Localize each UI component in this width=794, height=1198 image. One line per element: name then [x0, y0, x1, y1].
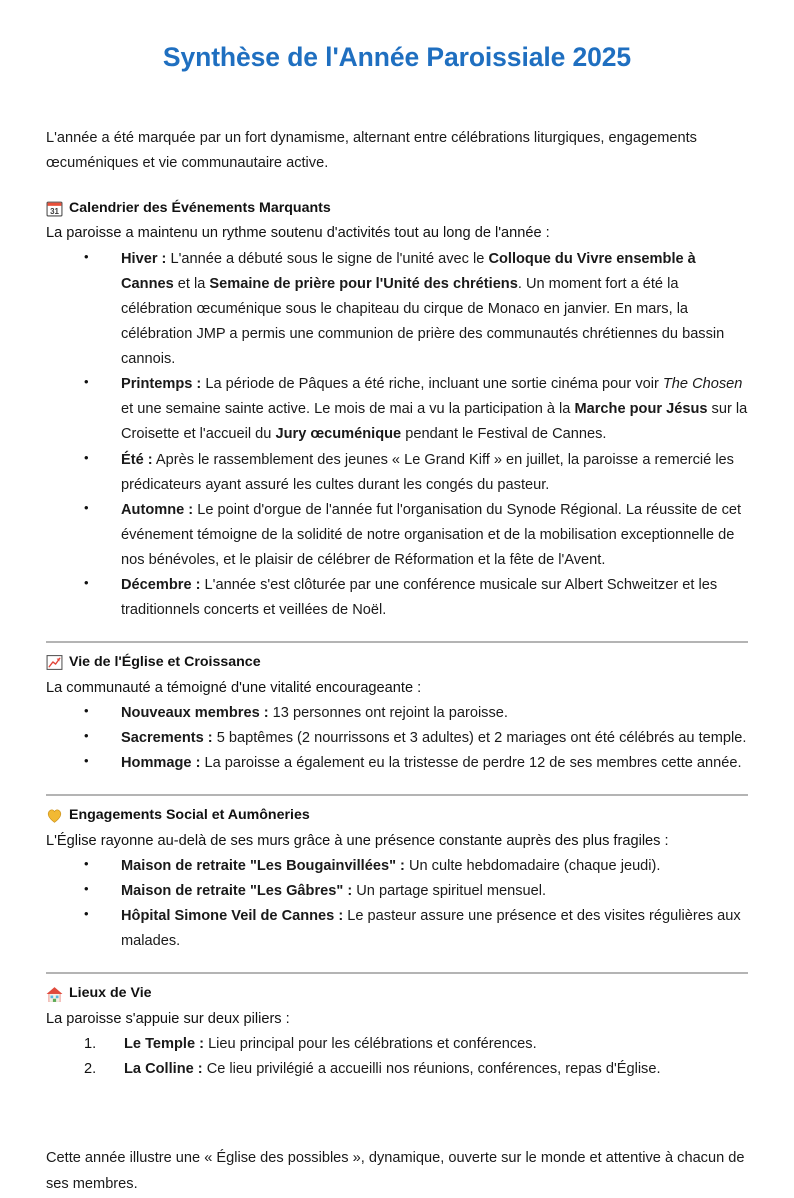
list-item: [46, 448, 748, 498]
list-item-text: Un partage spirituel mensuel.: [352, 883, 547, 900]
list-item-text: The Chosen: [662, 376, 743, 393]
list-item-text: Le pasteur assure une présence et des visites régulières aux malades.: [121, 908, 741, 950]
bullet-list: [46, 247, 748, 623]
list-item-label: Maison de retraite "Les Gâbres" :: [121, 883, 353, 900]
list-item-text: et une semaine sainte active. Le mois de mai a vu la participation à la: [121, 401, 575, 418]
list-item-text: et la: [173, 275, 210, 292]
section-lead-text: La paroisse a maintenu un rythme soutenu d'activités tout au long de l'année :: [46, 225, 550, 242]
list-item-text: L'année a débuté sous le signe de l'unité avec le: [166, 250, 489, 267]
yellow-heart-icon: [46, 807, 63, 824]
list-item-label: Hiver :: [121, 250, 167, 267]
list-item-text: Colloque du Vivre ensemble à Cannes: [121, 250, 696, 292]
list-item-label: Hommage :: [121, 755, 201, 772]
list-item: [46, 372, 748, 447]
list-item-text: Semaine de prière pour l'Unité des chrétiens: [209, 275, 518, 292]
list-item-text: sur la Croisette et l'accueil du: [121, 401, 748, 443]
list-item-label: Nouveaux membres :: [121, 705, 269, 722]
list-item: [46, 498, 748, 573]
list-item-text: Après le rassemblement des jeunes « Le Grand Kiff » en juillet, la paroisse a remercié les prédicateurs ayant assuré les cultes durant les congés du pasteur.: [121, 451, 734, 493]
section-lead-text: La communauté a témoigné d'une vitalité encourageante :: [46, 679, 422, 696]
list-item-text: La paroisse a également eu la tristesse de perdre 12 de ses membres cette année.: [200, 755, 742, 772]
section-heading-label: Lieux de Vie: [69, 985, 152, 1002]
calendar-icon: [46, 200, 63, 217]
list-item: [46, 1057, 748, 1082]
page-title: Synthèse de l'Année Paroissiale 2025: [162, 42, 632, 72]
list-item-label: Sacrements :: [121, 730, 213, 747]
list-item-label: Printemps :: [121, 376, 202, 393]
list-item-label: Automne :: [121, 501, 194, 518]
section-heading: [46, 983, 748, 1004]
section-3: [46, 794, 748, 954]
list-item: [46, 726, 748, 751]
intro-paragraph: L'année a été marquée par un fort dynamisme, alternant entre célébrations liturgiques, engagements œcuméniques et vie communautaire active.: [46, 129, 697, 171]
sections-container: [46, 198, 748, 1083]
list-item-text: Lieu principal pour les célébrations et conférences.: [204, 1036, 537, 1053]
list-item-label: La Colline :: [124, 1061, 203, 1078]
list-item: [46, 879, 748, 904]
chart-increasing-icon: [46, 654, 63, 671]
svg-text:31: 31: [50, 206, 59, 216]
list-item-text: Jury œcuménique: [275, 426, 402, 443]
list-item: [46, 1032, 748, 1057]
list-item-text: Marche pour Jésus: [574, 401, 708, 418]
list-item-text: L'année s'est clôturée par une conférence musicale sur Albert Schweitzer et les traditionnels concerts et veillées de Noël.: [121, 577, 718, 619]
house-icon: [46, 986, 63, 1003]
list-item-text: Un culte hebdomadaire (chaque jeudi).: [404, 858, 661, 875]
section-heading: [46, 805, 748, 826]
list-item-label: Maison de retraite "Les Bougainvillées" :: [121, 858, 405, 875]
section-heading: [46, 198, 748, 219]
section-lead-text: L'Église rayonne au-delà de ses murs grâce à une présence constante auprès des plus fragiles :: [46, 832, 669, 849]
list-item: [46, 701, 748, 726]
list-item-label: Le Temple :: [124, 1036, 205, 1053]
list-item-text: 13 personnes ont rejoint la paroisse.: [268, 705, 508, 722]
section-heading: [46, 652, 748, 673]
list-item-text: La période de Pâques a été riche, incluant une sortie cinéma pour voir: [201, 376, 663, 393]
list-item: [46, 751, 748, 776]
list-item-text: Ce lieu privilégié a accueilli nos réunions, conférences, repas d'Église.: [202, 1061, 661, 1078]
bullet-list: [46, 854, 748, 954]
section-heading-label: Engagements Social et Aumôneries: [69, 807, 310, 824]
section-heading-label: Vie de l'Église et Croissance: [69, 654, 261, 671]
list-item-text: pendant le Festival de Cannes.: [401, 426, 607, 443]
bullet-list: [46, 701, 748, 776]
list-item: [46, 573, 748, 623]
list-item-text: . Un moment fort a été la célébration œcuménique sous le chapiteau du cirque de Monaco en janvier. En mars, la célébration JMP a permis une communion de prière des communautés chrétiennes du bassin cannois.: [121, 275, 725, 368]
closing-paragraph: Cette année illustre une « Église des possibles », dynamique, ouverte sur le monde et attentive à chacun de ses membres.: [46, 1150, 745, 1193]
section-lead-text: La paroisse s'appuie sur deux piliers :: [46, 1010, 290, 1027]
section-heading-label: Calendrier des Événements Marquants: [69, 199, 331, 216]
list-item: [46, 904, 748, 954]
list-item-label: Été :: [121, 451, 153, 468]
section-4: [46, 972, 748, 1082]
section-1: [46, 198, 748, 623]
list-item-text: Le point d'orgue de l'année fut l'organisation du Synode Régional. La réussite de cet événement témoigne de la solidité de notre organisation et de la mobilisation exceptionnelle de nos bénévoles, et le plaisir de célébrer de Réformation et la fête de l'Avent.: [121, 501, 742, 568]
list-item-label: Hôpital Simone Veil de Cannes :: [121, 908, 344, 925]
section-2: [46, 641, 748, 776]
ordered-list: [46, 1032, 748, 1082]
list-item-label: Décembre :: [121, 577, 201, 594]
list-item: [46, 854, 748, 879]
list-item-text: 5 baptêmes (2 nourrissons et 3 adultes) et 2 mariages ont été célébrés au temple.: [212, 730, 747, 747]
list-item: [46, 247, 748, 372]
